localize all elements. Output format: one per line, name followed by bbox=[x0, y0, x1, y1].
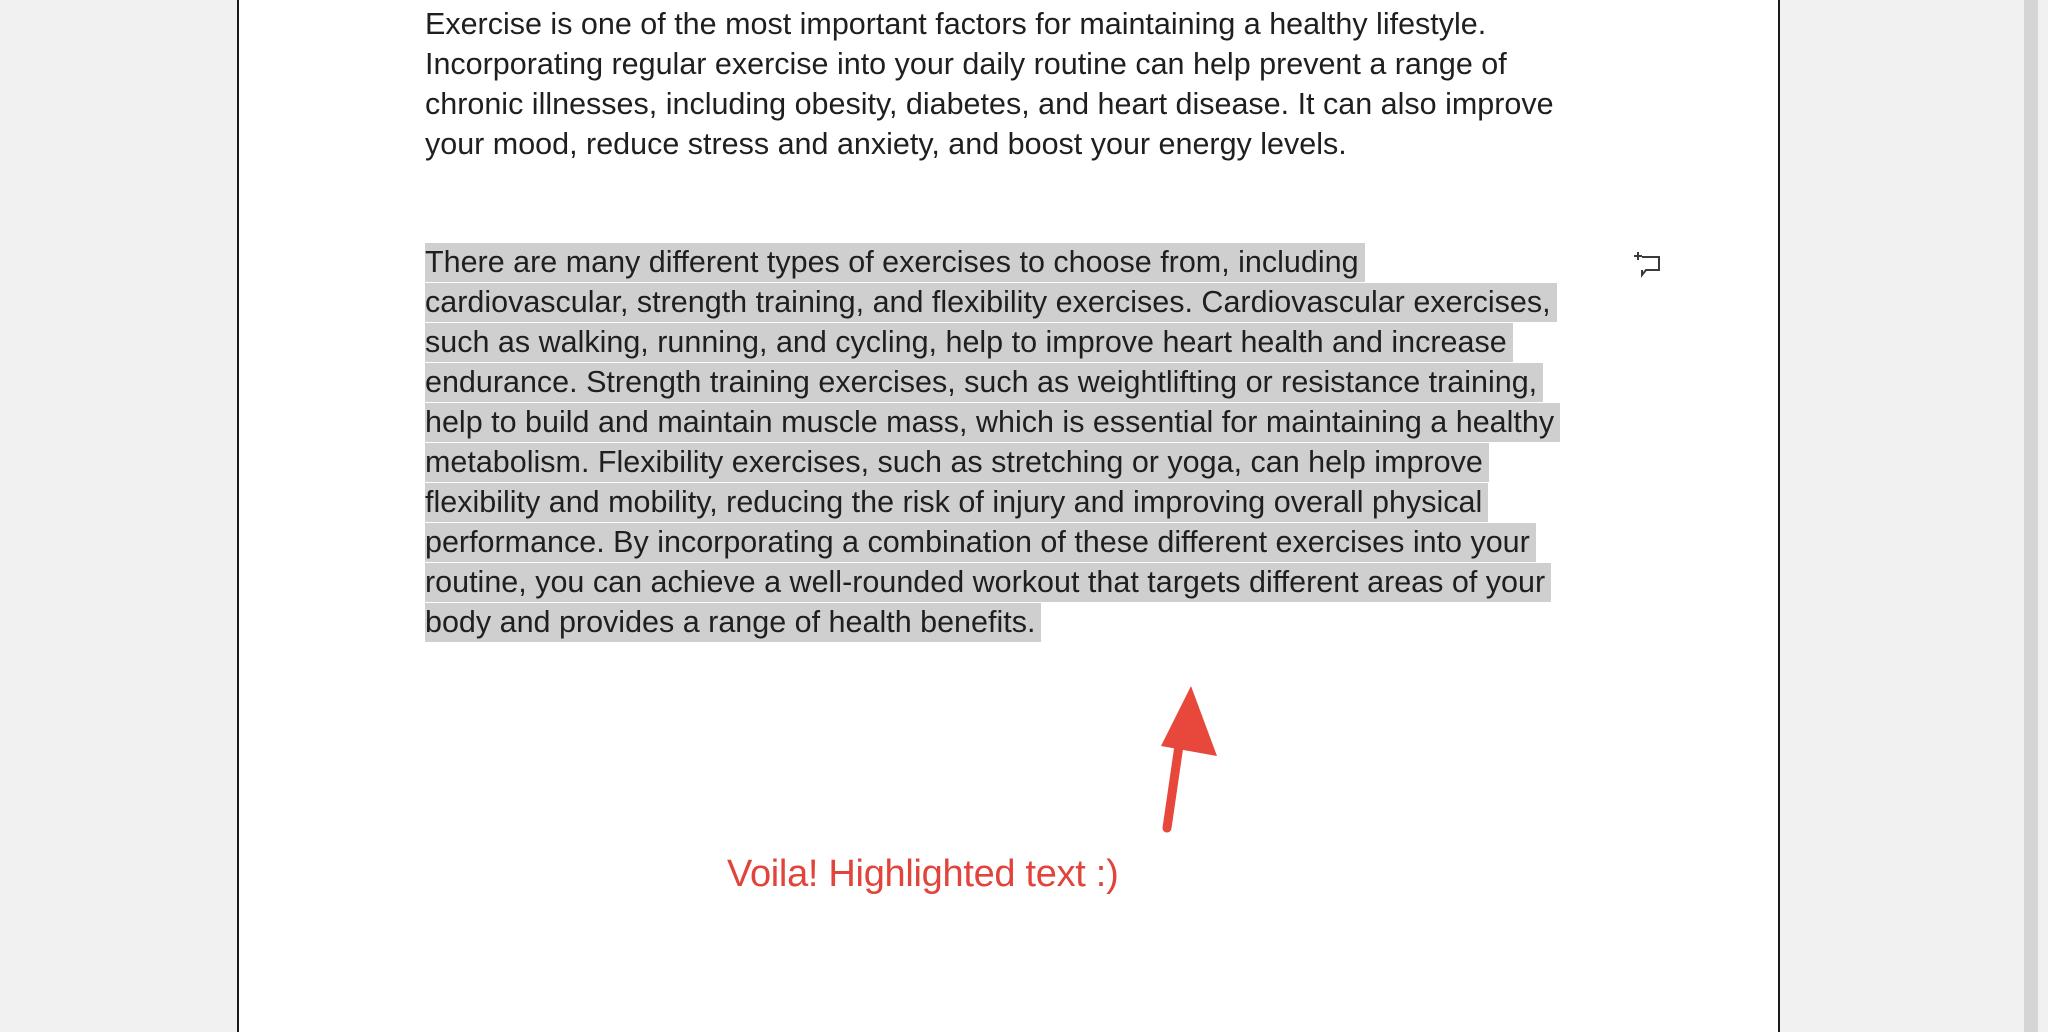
highlighted-text: performance. By incorporating a combination of these different exercises into your bbox=[425, 523, 1536, 562]
highlighted-line bbox=[425, 362, 1560, 402]
text-line: Exercise is one of the most important factors for maintaining a healthy lifestyle. bbox=[425, 7, 1487, 41]
highlighted-text: There are many different types of exercises to choose from, including bbox=[425, 243, 1365, 282]
highlighted-text: endurance. Strength training exercises, such as weightlifting or resistance training, bbox=[425, 363, 1543, 402]
add-comment-icon[interactable] bbox=[1632, 248, 1664, 280]
highlighted-line bbox=[425, 402, 1560, 442]
highlighted-text: such as walking, running, and cycling, help to improve heart health and increase bbox=[425, 323, 1513, 362]
highlighted-line bbox=[425, 442, 1560, 482]
paragraph-intro[interactable] bbox=[425, 4, 1554, 164]
text-line: your mood, reduce stress and anxiety, and boost your energy levels. bbox=[425, 127, 1347, 161]
highlighted-line bbox=[425, 282, 1560, 322]
document-page[interactable] bbox=[237, 0, 1780, 1032]
highlighted-text: body and provides a range of health benefits. bbox=[425, 603, 1041, 642]
highlighted-text: help to build and maintain muscle mass, which is essential for maintaining a healthy bbox=[425, 403, 1560, 442]
highlighted-text: flexibility and mobility, reducing the risk of injury and improving overall physical bbox=[425, 483, 1488, 522]
vertical-scrollbar[interactable] bbox=[2022, 0, 2048, 1032]
highlighted-line bbox=[425, 322, 1560, 362]
highlighted-line bbox=[425, 602, 1560, 642]
highlighted-text: metabolism. Flexibility exercises, such as stretching or yoga, can help improve bbox=[425, 443, 1489, 482]
paragraph-highlighted[interactable] bbox=[425, 242, 1560, 642]
highlighted-line bbox=[425, 522, 1560, 562]
text-line: chronic illnesses, including obesity, diabetes, and heart disease. It can also improve bbox=[425, 87, 1554, 121]
highlighted-line bbox=[425, 242, 1560, 282]
text-line: Incorporating regular exercise into your daily routine can help prevent a range of bbox=[425, 47, 1507, 81]
scrollbar-thumb[interactable] bbox=[2024, 0, 2038, 1032]
up-arrow-icon bbox=[1139, 678, 1259, 838]
highlighted-text: routine, you can achieve a well-rounded workout that targets different areas of your bbox=[425, 563, 1551, 602]
highlighted-line bbox=[425, 482, 1560, 522]
highlighted-line bbox=[425, 562, 1560, 602]
annotation-label: Voila! Highlighted text :) bbox=[727, 853, 1119, 895]
highlighted-text: cardiovascular, strength training, and flexibility exercises. Cardiovascular exercises, bbox=[425, 283, 1557, 322]
